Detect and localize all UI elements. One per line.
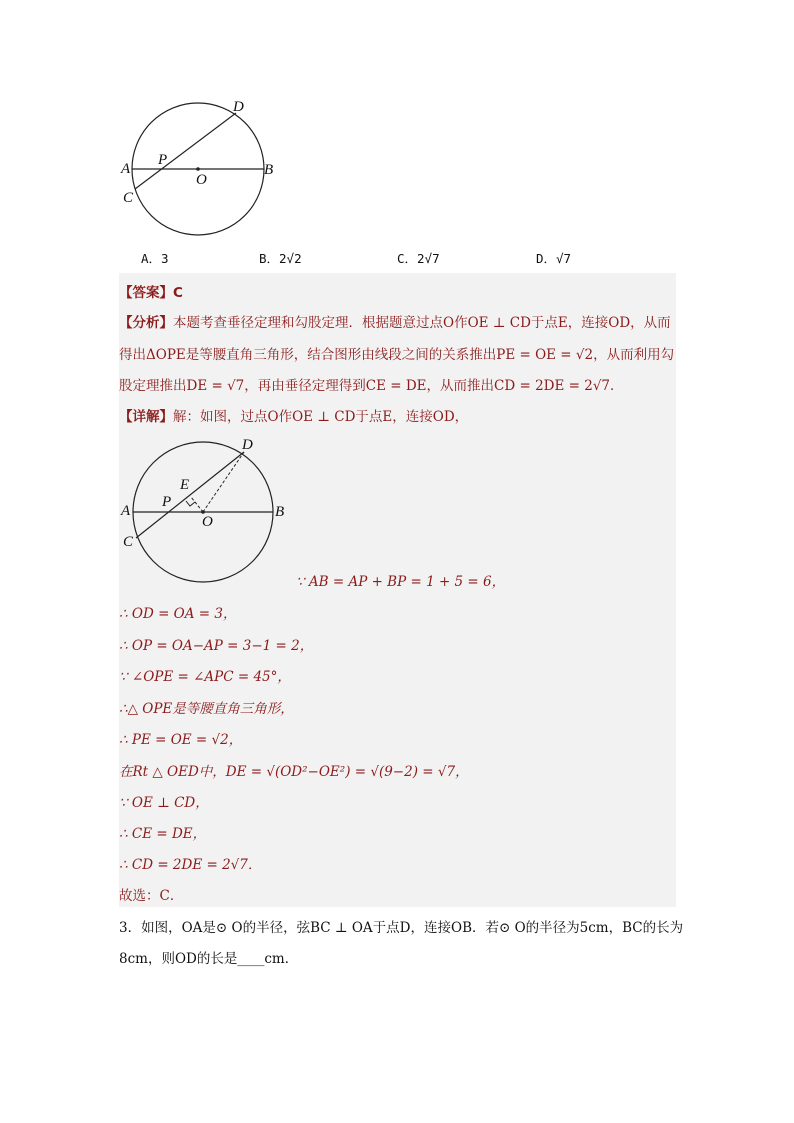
analysis-line-3: 股定理推出DE = √7，再由垂径定理得到CE = DE，从而推出CD = 2DE = 2√7．: [119, 378, 624, 394]
figure-1-circle-diagram: [115, 98, 285, 243]
label-d: D: [233, 99, 244, 115]
analysis-tag: 【分析】: [119, 315, 173, 331]
step-10: ∴ CD = 2DE = 2√7．: [119, 857, 262, 873]
step-11: 故选：C．: [119, 888, 184, 904]
option-a[interactable]: A．3: [141, 251, 169, 266]
segment-od: [203, 452, 244, 512]
label-b: B: [264, 162, 274, 178]
label-o: O: [196, 172, 207, 188]
label-d: D: [242, 437, 253, 453]
step-1: ∵ AB = AP + BP = 1 + 5 = 6，: [296, 574, 506, 590]
label-a: A: [121, 161, 131, 177]
answer-value: C: [173, 285, 183, 301]
chord-cd: [136, 452, 244, 538]
detail-line: [119, 405, 468, 425]
label-p: P: [158, 152, 168, 168]
solution-panel: [119, 273, 676, 907]
figure-2-circle-diagram: [120, 432, 290, 587]
label-e: E: [180, 477, 190, 493]
step-9: ∴ CE = DE，: [119, 826, 207, 842]
analysis-line-2: 得出ΔOPE是等腰直角三角形，结合图形由线段之间的关系推出PE = OE = √2，从而利用勾: [119, 347, 675, 363]
answer-line: [119, 281, 183, 301]
detail-intro: 解：如图，过点O作OE ⊥ CD于点E，连接OD，: [173, 409, 469, 425]
detail-tag: 【详解】: [119, 409, 173, 425]
step-7: 在Rt △ OED中，DE = √(OD²−OE²) = √(9−2) = √7，: [119, 764, 469, 780]
analysis-line-1: [119, 311, 671, 331]
step-6: ∴ PE = OE = √2，: [119, 732, 243, 748]
analysis-text-1: 本题考查垂径定理和勾股定理．根据题意过点O作OE ⊥ CD于点E，连接OD，从而: [173, 315, 671, 331]
answer-tag: 【答案】: [119, 285, 173, 301]
answer-options: [141, 249, 611, 269]
step-3: ∴ OP = OA−AP = 3−1 = 2，: [119, 638, 314, 654]
question-3-line-1: 3．如图，OA是⊙ O的半径，弦BC ⊥ OA于点D，连接OB．若⊙ O的半径为5cm，BC的长为: [119, 920, 684, 936]
label-b: B: [275, 504, 285, 520]
label-c: C: [123, 190, 134, 206]
step-8: ∵ OE ⊥ CD，: [119, 795, 209, 811]
label-c: C: [123, 534, 134, 550]
step-4: ∵ ∠OPE = ∠APC = 45°，: [119, 669, 291, 685]
label-a: A: [121, 503, 131, 519]
option-d[interactable]: D．√7: [536, 251, 572, 266]
label-o: O: [202, 514, 213, 530]
label-p: P: [162, 494, 172, 510]
question-3-line-2: 8cm，则OD的长是____cm．: [119, 951, 299, 967]
segment-oe: [191, 497, 203, 512]
right-angle-mark: [186, 501, 195, 506]
option-c[interactable]: C．2√7: [397, 251, 440, 266]
option-b[interactable]: B．2√2: [259, 251, 302, 266]
step-5: ∴△ OPE是等腰直角三角形，: [119, 701, 294, 717]
center-point: [196, 167, 200, 171]
step-2: ∴ OD = OA = 3，: [119, 606, 237, 622]
